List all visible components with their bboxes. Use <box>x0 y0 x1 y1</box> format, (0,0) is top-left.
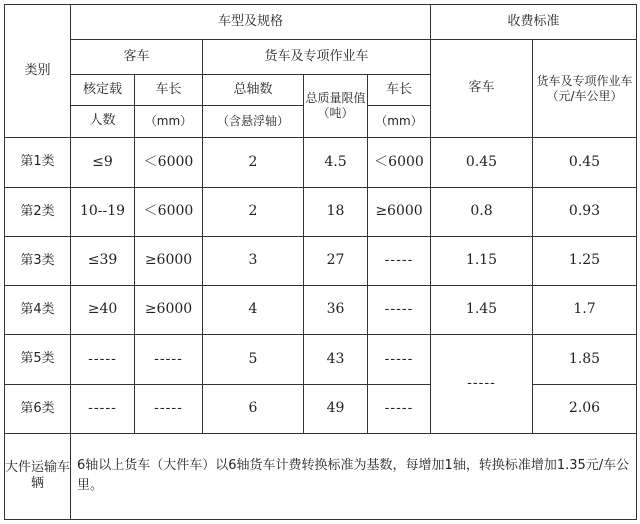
header-axles: 总轴数 <box>203 74 304 105</box>
row-axles: 4 <box>203 286 304 335</box>
row-capacity: ----- <box>71 335 135 384</box>
oversize-row <box>5 433 637 519</box>
row-truck-fee: 1.25 <box>533 236 637 285</box>
row-mass: 36 <box>304 286 368 335</box>
row-truck-fee: 2.06 <box>533 384 637 433</box>
row-axles: 6 <box>203 384 304 433</box>
row-capacity: ≥40 <box>71 286 135 335</box>
row-passenger-fee: 1.15 <box>431 236 533 285</box>
row-truck-length: ----- <box>368 236 431 285</box>
row-axles: 2 <box>203 138 304 187</box>
header-total-mass-label: 总质量限值 <box>305 91 366 106</box>
header-axles-note: （含悬浮轴） <box>203 105 304 138</box>
header-truck-length: 车长 <box>368 74 431 105</box>
table-row <box>5 335 637 384</box>
row-truck-length: ----- <box>368 335 431 384</box>
row-truck-length: ----- <box>368 286 431 335</box>
header-capacity-unit: 人数 <box>71 105 135 138</box>
table-row <box>5 384 637 433</box>
row-capacity: 10--19 <box>71 187 135 236</box>
fee-table-frame <box>4 4 636 520</box>
row-truck-fee: 0.93 <box>533 187 637 236</box>
row-category: 第4类 <box>5 286 71 335</box>
row-axles: 2 <box>203 187 304 236</box>
table-row <box>5 236 637 285</box>
row-passenger-length: ≥6000 <box>135 236 203 285</box>
row-capacity: ≤39 <box>71 236 135 285</box>
header-truck: 货车及专项作业车 <box>203 39 431 74</box>
row-mass: 27 <box>304 236 368 285</box>
header-vehicle-spec: 车型及规格 <box>71 5 431 40</box>
header-category: 类别 <box>5 5 71 138</box>
header-passenger: 客车 <box>71 39 203 74</box>
row-category: 第1类 <box>5 138 71 187</box>
table-row <box>5 286 637 335</box>
row-passenger-length: ----- <box>135 335 203 384</box>
row-mass: 43 <box>304 335 368 384</box>
row-truck-length: ≥6000 <box>368 187 431 236</box>
header-mass-unit: （吨） <box>317 106 354 121</box>
row-mass: 49 <box>304 384 368 433</box>
row-truck-length: ----- <box>368 384 431 433</box>
header-fee-standard: 收费标准 <box>431 5 637 40</box>
row-passenger-length: ≥6000 <box>135 286 203 335</box>
row-passenger-fee: 1.45 <box>431 286 533 335</box>
header-truck-length-unit: （mm） <box>368 105 431 138</box>
row-truck-fee: 1.7 <box>533 286 637 335</box>
row-category: 第6类 <box>5 384 71 433</box>
row-axles: 3 <box>203 236 304 285</box>
header-passenger-fee: 客车 <box>431 39 533 137</box>
row-truck-fee: 1.85 <box>533 335 637 384</box>
header-passenger-length: 车长 <box>135 74 203 105</box>
table-row <box>5 138 637 187</box>
header-length-unit: （mm） <box>135 105 203 138</box>
row-capacity: ----- <box>71 384 135 433</box>
row-passenger-length: ＜6000 <box>135 187 203 236</box>
row-category: 第2类 <box>5 187 71 236</box>
row-passenger-fee-merged: ----- <box>431 335 533 433</box>
header-approved-capacity: 核定载 <box>71 74 135 105</box>
row-truck-length: ＜6000 <box>368 138 431 187</box>
row-passenger-fee: 0.45 <box>431 138 533 187</box>
row-passenger-length: ＜6000 <box>135 138 203 187</box>
header-truck-fee: 货车及专项作业车（元/车公里） <box>533 39 637 137</box>
row-category: 第5类 <box>5 335 71 384</box>
vehicle-fee-table <box>4 4 637 520</box>
row-capacity: ≤9 <box>71 138 135 187</box>
row-mass: 18 <box>304 187 368 236</box>
row-axles: 5 <box>203 335 304 384</box>
table-row <box>5 187 637 236</box>
header-total-mass <box>304 74 368 138</box>
row-passenger-fee: 0.8 <box>431 187 533 236</box>
oversize-note: 6轴以上货车（大件车）以6轴货车计费转换标准为基数，每增加1轴，转换标准增加1.35元/车公里。 <box>71 433 637 519</box>
row-passenger-length: ----- <box>135 384 203 433</box>
row-truck-fee: 0.45 <box>533 138 637 187</box>
row-category: 第3类 <box>5 236 71 285</box>
oversize-label: 大件运输车辆 <box>5 433 71 519</box>
row-mass: 4.5 <box>304 138 368 187</box>
